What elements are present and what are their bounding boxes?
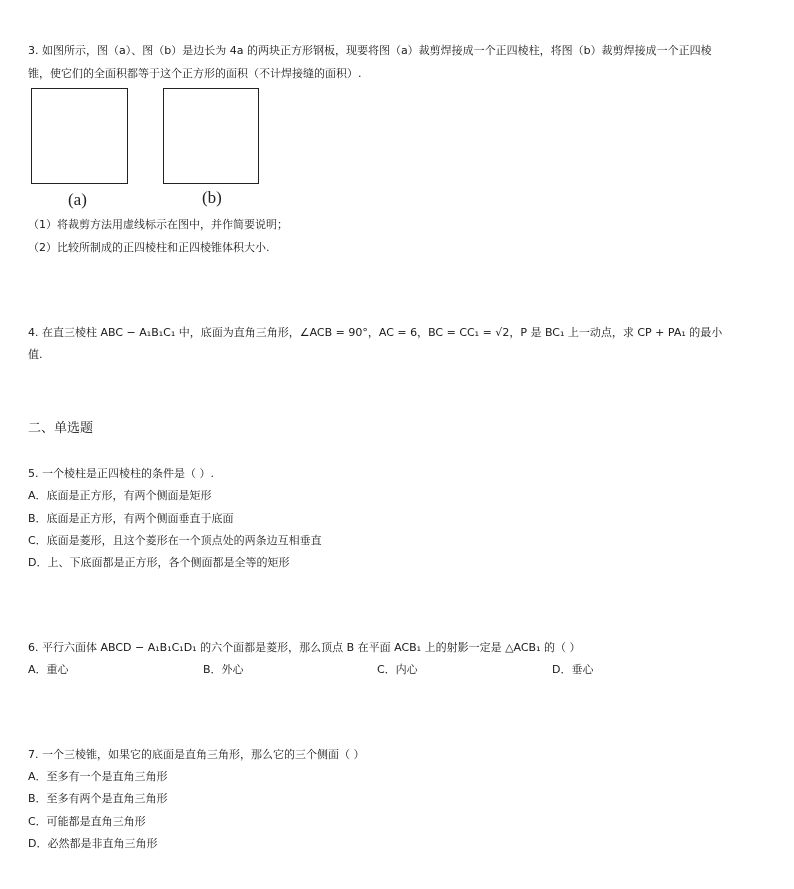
q3-line-1: 3. 如图所示，图（a）、图（b）是边长为 4a 的两块正方形钢板，现要将图（a）裁剪焊接成一个正四棱柱，将图（b）裁剪焊接成一个正四棱 [28,44,712,57]
section-title: 二、单选题 [28,421,94,436]
q5-option-a: A．底面是正方形，有两个侧面是矩形 [28,489,212,502]
q3-subquestion-2: （2）比较所制成的正四棱柱和正四棱锥体积大小. [28,241,270,254]
q7-option-b: B．至多有两个是直角三角形 [28,792,168,805]
q7-option-a: A．至多有一个是直角三角形 [28,770,168,783]
figure-a-label: (a) [68,190,87,209]
q5-option-b: B．底面是正方形，有两个侧面垂直于底面 [28,512,234,525]
q6-stem: 6. 平行六面体 ABCD − A₁B₁C₁D₁ 的六个面都是菱形，那么顶点 B 在平面 ACB₁ 上的射影一定是 △ACB₁ 的（ ） [28,641,581,654]
q6-option-b: B．外心 [203,663,244,676]
q5-option-c: C．底面是菱形，且这个菱形在一个顶点处的两条边互相垂直 [28,534,322,547]
q5-stem: 5. 一个棱柱是正四棱柱的条件是（ ）. [28,467,214,480]
q3-line-2: 锥，使它们的全面积都等于这个正方形的面积（不计焊接缝的面积）. [28,67,362,80]
q7-option-d: D．必然都是非直角三角形 [28,837,158,850]
q4-line-1: 4. 在直三棱柱 ABC − A₁B₁C₁ 中，底面为直角三角形，∠ACB = 90°，AC = 6，BC = CC₁ = √2，P 是 BC₁ 上一动点，求 CP + PA₁ 的最小 [28,326,723,339]
figure-b-label: (b) [202,188,222,207]
figure-b-square [163,88,259,184]
figure-a-square [31,88,128,184]
q3-subquestion-1: （1）将裁剪方法用虚线标示在图中，并作简要说明； [28,218,288,231]
q6-option-c: C．内心 [377,663,418,676]
q5-option-d: D．上、下底面都是正方形，各个侧面都是全等的矩形 [28,556,290,569]
q4-line-2: 值. [28,348,43,361]
q7-option-c: C．可能都是直角三角形 [28,815,146,828]
q7-stem: 7. 一个三棱锥，如果它的底面是直角三角形，那么它的三个侧面（ ） [28,748,365,761]
q6-option-d: D．垂心 [552,663,594,676]
q6-option-a: A．重心 [28,663,69,676]
